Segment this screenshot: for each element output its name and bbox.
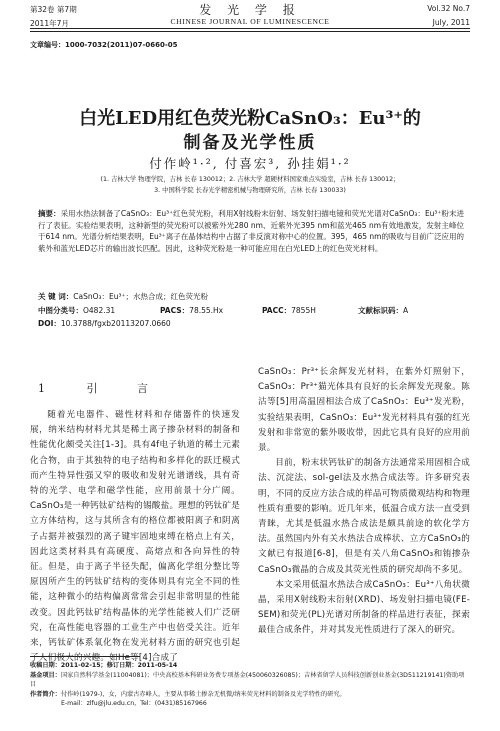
keywords-label: 关 键 词： — [38, 292, 74, 301]
article-title-line1: 白光LED用红色荧光粉CaSnO₃：Eu³⁺的 — [79, 108, 421, 129]
pacc — [262, 305, 316, 316]
classification-line — [38, 305, 115, 316]
volume-issue: 第32卷 第7期 — [30, 5, 77, 14]
right-column — [258, 365, 470, 639]
journal-title-en: CHINESE JOURNAL OF LUMINESCENCE — [170, 17, 330, 26]
doi — [38, 318, 171, 329]
author-list: 付作岭¹·², 付喜宏³, 孙挂娟¹·² — [149, 156, 351, 171]
pacs-label: PACS： — [160, 306, 190, 315]
issue-date-en: July, 2011 — [432, 18, 470, 27]
vol-no: Vol.32 No.7 — [427, 4, 470, 13]
pacc-code: 7855H — [291, 306, 316, 315]
abstract — [38, 208, 464, 254]
doi-value: 10.3788/fgxb20113207.0660 — [60, 319, 171, 328]
received-dates: 收稿日期：2011-02-15；修订日期：2011-05-14 — [30, 662, 178, 669]
section-heading — [38, 380, 166, 396]
footnote-rule — [30, 656, 140, 657]
affiliation-line-2: 3. 中国科学院 长春光学精密机械与物理研究所，吉林 长春 130033) — [154, 187, 346, 194]
clc-label: 中图分类号： — [38, 306, 83, 315]
header-rule-thin — [30, 31, 470, 32]
intro-paragraph-2: 目前，粉末状钙钛矿的制备方法通常采用固相合成法、沉淀法、sol-gel法及水热合成法等。许多研究表明，不同的反应方法合成的样品可物质微观结构和物理性质有重要的影响。近几年来，低温合成方法一直受到青睐，尤其是低温水热合成法是颇具前途的软化学方法。虽然国内外有关水热法合成棒状、立方CaSnO₃的文献已有报道[6-8]，但是有关八角CaSnO₃和铕掺杂CaSnO₃微晶的合成及其荧光性质的研究却尚不多见。 — [258, 458, 470, 575]
intro-paragraph-1: 随着光电器件、磁性材料和存储器件的快速发展，纳米结构材料尤其是稀土离子掺杂材料的制备和性能优化颇受关注[1-3]。具有4f电子轨道的稀土元素化合物，由于其独特的电子结构和多样化的跃迁模式而产生特异性强又窄的吸收和发射光谱谱线，具有奇特的光学、电学和磁学性能，应用前景十分广阔。CaSnO₃是一种钙钛矿结构的锡酸盐。理想的钙钛矿是立方体结构，这与其所含有的格位都被阳离子和阴离子占据并被强烈的离子键牢固地束缚在格点上有关，因此这类材料具有高硬度、高熔点和各向异性的特征。但是，由于离子半径失配，偏离化学组分整比等原因所产生的钙钛矿结构的变体则具有完全不同的性能，这种微小的结构偏离常常会引起非常明显的性能改变。因此钙钛矿结构晶体的光学性能被人们广泛研究，在高性能电容器的工业生产中也倍受关注。近年来，钙钛矿体系氧化物在发光材料方面的研究也引起了人们极大的兴趣。如He等[4]合成了 — [30, 410, 240, 664]
header-rule — [30, 28, 470, 29]
abstract-label: 摘要： — [38, 209, 61, 218]
pacc-label: PACC： — [262, 306, 292, 315]
affiliation-line-1: (1. 吉林大学 物理学院，吉林 长春 130012；2. 吉林大学 超硬材料国家重点实验室，吉林 长春 130012； — [100, 176, 400, 183]
doc-value: A — [403, 306, 409, 315]
doc-code — [358, 305, 408, 316]
section-title: 引 言 — [86, 382, 166, 395]
article-title-line2: 制备及光学性质 — [183, 133, 317, 153]
footnote — [30, 661, 470, 709]
keywords — [38, 291, 208, 302]
author-bio-text: 付作岭(1979-)，女，内蒙古赤峰人，主要从事稀土掺杂无机微/纳米荧光材料的制备及光学特性的研究。 — [60, 690, 346, 698]
pacs — [160, 305, 223, 316]
contact-info: E-mail：zlfu@jlu.edu.cn，Tel：(0431)85167966 — [61, 700, 207, 708]
pacs-code: 78.55.Hx — [189, 306, 224, 315]
fund-label: 基金项目： — [30, 671, 61, 679]
doc-label: 文献标识码： — [358, 306, 403, 315]
section-number: 1 — [38, 382, 63, 395]
intro-paragraph-1-cont: CaSnO₃：Pr³⁺长余辉发光材料，在紫外灯照射下，CaSnO₃：Pr³⁺猫光体具有良好的长余辉发光现象。陈沽等[5]用高温固相法合成了CaSnO₃：Eu³⁺发光粉，实验结果表明，CaSnO₃：Eu³⁺发光材料具有强的红光发射和非常宽的紫外吸收带，因此它具有良好的应用前景。 — [258, 367, 470, 454]
journal-title-cn: 发 光 学 报 — [199, 3, 301, 17]
author-bio-label: 作者简介： — [30, 690, 61, 698]
intro-paragraph-3: 本文采用低温水热法合成CaSnO₃：Eu³⁺八角状微晶，采用X射线粉末衍射(XRD)、场发射扫描电镜(FE-SEM)和荧光(PL)光谱对所制备的样品进行表征，探索最佳合成条件，并对其发光性质进行了深入的研究。 — [258, 579, 470, 636]
fund-info — [30, 671, 470, 690]
author-bio — [30, 690, 470, 700]
fund-text: 国家自然科学基金(11004081)；中央高校基本科研业务费专项基金(450060326085)；吉林省留学人员科技创新创业基金(3D511219141)资助项目 — [30, 671, 465, 689]
abstract-text: 采用水热法制备了CaSnO₃：Eu³⁺红色荧光粉，利用X射线粉末衍射、场发射扫描电镜和荧光光谱对CaSnO₃：Eu³⁺粉末进行了表征。实验结果表明，这种新型的荧光粉可以被紫外光280 nm、近紫外光395 nm和蓝光465 nm有效地激发，发射主峰位于614 nm。光谱分析结果表明，Eu³⁺离子在晶体结构中占据了非反演对称中心的位置。395，465 nm的吸收与目前广泛应用的紫外和蓝光LED芯片的输出波长匹配。因此，这种荧光粉是一种可能应用在白光LED上的红色荧光材料。 — [38, 209, 464, 253]
article-id: 文章编号：1000-7032(2011)07-0660-05 — [30, 41, 178, 49]
left-column — [30, 408, 240, 666]
issue-date-cn: 2011年7月 — [30, 19, 69, 28]
doi-label: DOI： — [38, 319, 61, 328]
keywords-text: CaSnO₃：Eu³⁺；水热合成；红色荧光粉 — [73, 292, 208, 301]
clc-code: O482.31 — [83, 306, 116, 315]
